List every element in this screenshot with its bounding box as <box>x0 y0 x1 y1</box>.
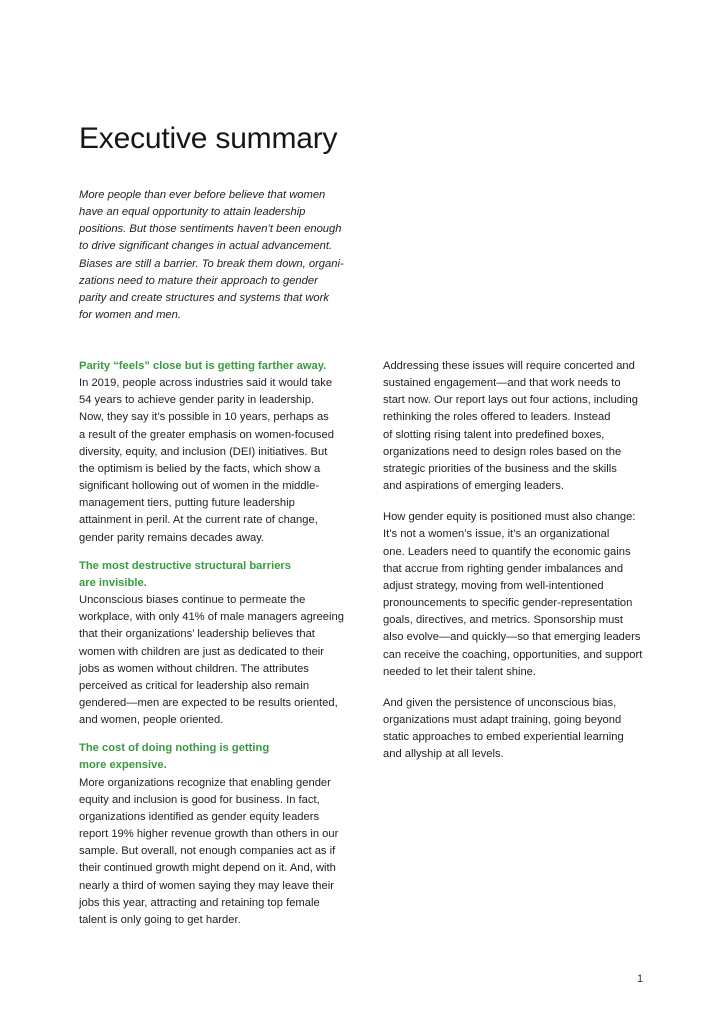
body-line: 54 years to achieve gender parity in leadership. <box>79 394 315 407</box>
section-heading: Parity “feels” close but is getting farther away. <box>79 360 327 372</box>
body-line: of slotting rising talent into predefined boxes, <box>383 428 605 441</box>
section-parity <box>79 358 349 547</box>
body-line: and allyship at all levels. <box>383 748 504 761</box>
body-line: organizations must adapt training, going beyond <box>383 713 622 726</box>
body-line: that their organizations’ leadership believes that <box>79 628 315 641</box>
body-line: goals, directives, and metrics. Sponsorship must <box>383 614 624 627</box>
page-number: 1 <box>637 973 644 985</box>
body-line: workplace, with only 41% of male managers agreeing <box>79 611 344 624</box>
body-line: a result of the greater emphasis on women-focused <box>79 428 334 441</box>
body-line: Unconscious biases continue to permeate the <box>79 594 306 607</box>
body-line: needed to let their talent shine. <box>383 665 537 678</box>
body-line: organizations need to design roles based on the <box>383 445 622 458</box>
paragraph-addressing <box>383 358 658 495</box>
intro-line: have an equal opportunity to attain leadership <box>79 206 306 219</box>
body-line: How gender equity is positioned must also change: <box>383 511 636 524</box>
body-line: that accrue from righting gender imbalances and <box>383 562 624 575</box>
body-line: women with children are just as dedicated to their <box>79 645 325 658</box>
body-line: attainment in peril. At the current rate of change, <box>79 514 318 527</box>
intro-paragraph <box>79 187 349 324</box>
body-line: management tiers, putting future leadership <box>79 497 295 510</box>
section-cost <box>79 740 349 929</box>
body-line: and women, people oriented. <box>79 714 224 727</box>
body-line: gendered—men are expected to be results oriented, <box>79 696 338 709</box>
body-line: Addressing these issues will require concerted and <box>383 360 635 372</box>
body-line: In 2019, people across industries said it would take <box>79 377 333 390</box>
body-line: talent is only going to get harder. <box>79 913 241 926</box>
right-column <box>383 358 658 777</box>
intro-line: to drive significant changes in actual advancement. <box>79 240 333 253</box>
intro-line: positions. But those sentiments haven’t been enough <box>79 223 342 236</box>
section-heading: The most destructive structural barriers <box>79 559 292 572</box>
paragraph-training <box>383 695 658 764</box>
body-line: the optimism is belied by the facts, which show a <box>79 462 321 475</box>
body-line: start now. Our report lays out four actions, including <box>383 394 638 407</box>
body-line: rethinking the roles offered to leaders. Instead <box>383 411 611 424</box>
section-heading: The cost of doing nothing is getting <box>79 742 270 755</box>
body-line: their continued growth might depend on it. And, with <box>79 862 336 875</box>
body-line: static approaches to embed experiential learning <box>383 731 624 744</box>
body-line: diversity, equity, and inclusion (DEI) initiatives. But <box>79 445 328 458</box>
body-line: More organizations recognize that enabling gender <box>79 776 331 789</box>
body-line: one. Leaders need to quantify the economic gains <box>383 545 631 558</box>
body-line: organizations identified as gender equity leaders <box>79 810 320 823</box>
paragraph-positioning <box>383 509 658 681</box>
body-line: pronouncements to specific gender-representation <box>383 597 633 610</box>
body-line: adjust strategy, moving from well-intentioned <box>383 579 604 592</box>
intro-line: for women and men. <box>79 309 181 322</box>
body-line: strategic priorities of the business and the skills <box>383 462 617 475</box>
left-column <box>79 358 349 940</box>
body-line: Now, they say it’s possible in 10 years, perhaps as <box>79 411 329 424</box>
intro-line: More people than ever before believe that women <box>79 189 326 201</box>
body-line: equity and inclusion is good for business. In fact, <box>79 793 320 806</box>
page-title: Executive summary <box>79 122 338 155</box>
body-line: sustained engagement—and that work needs to <box>383 377 621 390</box>
body-line: And given the persistence of unconscious bias, <box>383 696 617 709</box>
intro-line: parity and create structures and systems that work <box>79 291 329 304</box>
body-line: jobs this year, attracting and retaining top female <box>79 896 320 909</box>
section-heading: more expensive. <box>79 759 167 772</box>
intro-line: zations need to mature their approach to gender <box>79 274 318 287</box>
section-heading: are invisible. <box>79 576 147 589</box>
body-line: and aspirations of emerging leaders. <box>383 480 564 493</box>
section-barriers <box>79 558 349 730</box>
body-line: It’s not a women’s issue, it’s an organizational <box>383 528 610 541</box>
body-line: report 19% higher revenue growth than others in our <box>79 828 339 841</box>
body-line: significant hollowing out of women in the middle- <box>79 480 320 493</box>
body-line: gender parity remains decades away. <box>79 531 265 544</box>
body-line: jobs as women without children. The attributes <box>79 662 309 675</box>
body-line: also evolve—and quickly—so that emerging leaders <box>383 631 641 644</box>
body-line: perceived as critical for leadership also remain <box>79 679 310 692</box>
intro-line: Biases are still a barrier. To break them down, organi- <box>79 257 344 270</box>
body-line: sample. But overall, not enough companies act as if <box>79 845 336 858</box>
body-line: nearly a third of women saying they may leave their <box>79 879 334 892</box>
body-line: can receive the coaching, opportunities, and support <box>383 648 643 661</box>
